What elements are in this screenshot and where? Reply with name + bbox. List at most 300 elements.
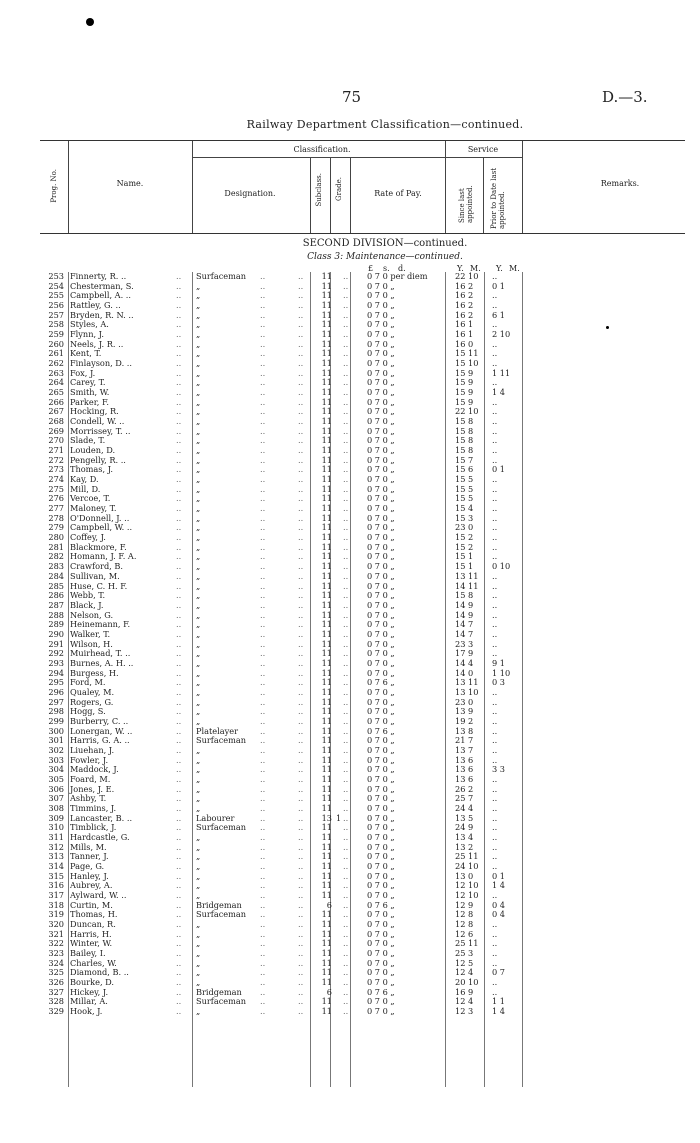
subclass: 11 — [321, 387, 332, 398]
leader-dots: .. — [343, 416, 349, 427]
service-prior: 0 1 — [492, 870, 506, 881]
section-title: SECOND DIVISION—continued. — [302, 238, 468, 249]
service-since-last: 14 9 — [455, 609, 474, 620]
leader-dots: .. — [298, 648, 304, 659]
rate-of-pay: 0 7 0 „ — [367, 329, 395, 340]
service-since-last: 21 7 — [455, 735, 474, 746]
service-since-last: 16 9 — [455, 986, 474, 997]
leader-dots: .. — [176, 425, 182, 436]
leader-dots: .. — [260, 416, 266, 427]
employee-name: Lancaster, B. .. — [70, 812, 133, 823]
leader-dots: .. — [260, 744, 266, 755]
service-since-last: 15 6 — [455, 464, 474, 475]
service-since-last: 13 6 — [455, 773, 474, 784]
leader-dots: .. — [298, 773, 304, 784]
prog-no: 317 — [48, 890, 64, 900]
unit-years: Y. — [457, 264, 464, 273]
service-since-last: 14 7 — [455, 619, 474, 630]
leader-dots: .. — [298, 561, 304, 572]
designation: „ — [196, 561, 201, 572]
employee-name: Chesterman, S. — [70, 280, 134, 291]
service-since-last: 23 0 — [455, 522, 474, 533]
employee-name: Lonergan, W. .. — [70, 725, 133, 736]
subclass: 11 — [321, 822, 332, 833]
leader-dots: .. — [298, 677, 304, 688]
leader-dots: .. — [176, 764, 182, 775]
unit-pounds: £ — [368, 264, 374, 273]
leader-dots: .. — [343, 996, 349, 1007]
leader-dots: .. — [343, 735, 349, 746]
prog-no: 261 — [48, 348, 64, 359]
prog-no: 316 — [48, 880, 64, 891]
service-since-last: 25 11 — [455, 938, 479, 949]
employee-name: Diamond, B. .. — [70, 967, 129, 978]
leader-dots: .. — [260, 860, 266, 871]
prog-no: 277 — [48, 503, 64, 514]
service-since-last: 13 6 — [455, 764, 474, 775]
prog-no: 263 — [48, 367, 64, 378]
leader-dots: .. — [176, 435, 182, 446]
service-prior: .. — [492, 773, 498, 784]
leader-dots: .. — [260, 619, 266, 630]
leader-dots: .. — [298, 348, 304, 359]
prog-no: 280 — [48, 532, 64, 543]
leader-dots: .. — [343, 570, 349, 581]
leader-dots: .. — [298, 880, 304, 891]
rate-of-pay: 0 7 0 „ — [367, 802, 395, 813]
employee-name: Finnerty, R. .. — [70, 271, 127, 281]
employee-name: Nelson, G. — [70, 609, 114, 620]
service-prior: 0 10 — [492, 561, 511, 572]
designation: Platelayer — [196, 725, 239, 736]
subclass: 11 — [321, 445, 332, 456]
employee-name: Hogg, S. — [70, 706, 106, 717]
rate-of-pay: 0 7 0 „ — [367, 967, 395, 978]
subclass: 11 — [321, 957, 332, 968]
leader-dots: .. — [343, 474, 349, 485]
leader-dots: .. — [343, 590, 349, 601]
leader-dots: .. — [298, 483, 304, 494]
leader-dots: .. — [176, 667, 182, 678]
leader-dots: .. — [298, 870, 304, 881]
leader-dots: .. — [260, 754, 266, 765]
leader-dots: .. — [343, 532, 349, 543]
leader-dots: .. — [176, 725, 182, 736]
rate-of-pay: 0 7 0 „ — [367, 619, 395, 630]
prog-no: 283 — [48, 561, 64, 572]
leader-dots: .. — [298, 445, 304, 456]
prog-no: 297 — [48, 696, 64, 707]
service-since-last: 13 11 — [455, 570, 479, 581]
service-since-last: 24 9 — [455, 822, 474, 833]
employee-name: Condell, W. .. — [70, 416, 125, 427]
leader-dots: .. — [298, 271, 304, 281]
rate-of-pay: 0 7 0 „ — [367, 948, 395, 959]
prog-no: 314 — [48, 860, 64, 871]
service-since-last: 23 0 — [455, 696, 474, 707]
rate-of-pay: 0 7 0 „ — [367, 580, 395, 591]
leader-dots: .. — [343, 841, 349, 852]
employee-name: Kent, T. — [70, 348, 102, 359]
service-prior: .. — [492, 425, 498, 436]
leader-dots: .. — [176, 744, 182, 755]
service-prior: .. — [492, 300, 498, 311]
leader-dots: .. — [260, 271, 266, 281]
table-row — [0, 320, 700, 330]
service-since-last: 15 1 — [455, 551, 474, 562]
leader-dots: .. — [298, 338, 304, 349]
rate-of-pay: 0 7 0 „ — [367, 928, 395, 939]
service-since-last: 25 11 — [455, 851, 479, 862]
service-since-last: 15 1 — [455, 561, 474, 572]
service-prior: .. — [492, 793, 498, 804]
table-row — [0, 475, 700, 485]
prog-no: 327 — [48, 986, 64, 997]
service-since-last: 14 11 — [455, 580, 479, 591]
leader-dots: .. — [298, 406, 304, 417]
subclass: 11 — [321, 977, 332, 988]
subclass: 11 — [321, 290, 332, 301]
leader-dots: .. — [260, 831, 266, 842]
leader-dots: .. — [298, 822, 304, 833]
prog-no: 287 — [48, 599, 64, 610]
subclass: 11 — [321, 416, 332, 427]
designation: „ — [196, 387, 201, 398]
employee-name: Thomas, J. — [70, 464, 113, 475]
rate-of-pay: 0 7 0 „ — [367, 638, 395, 649]
subclass: 11 — [321, 793, 332, 804]
designation: „ — [196, 396, 201, 407]
leader-dots: .. — [260, 358, 266, 369]
service-since-last: 15 9 — [455, 387, 474, 398]
service-since-last: 12 10 — [455, 880, 479, 891]
leader-dots: .. — [298, 986, 304, 997]
leader-dots: .. — [298, 599, 304, 610]
designation: Surfaceman — [196, 271, 247, 281]
subclass: 11 — [321, 725, 332, 736]
leader-dots: .. — [298, 435, 304, 446]
table-row — [0, 465, 700, 475]
leader-dots: .. — [343, 657, 349, 668]
service-prior: .. — [492, 445, 498, 456]
subclass: 11 — [321, 425, 332, 436]
rate-of-pay: 0 7 0 „ — [367, 793, 395, 804]
rate-of-pay: 0 7 0 „ — [367, 938, 395, 949]
leader-dots: .. — [176, 300, 182, 311]
leader-dots: .. — [260, 841, 266, 852]
rate-of-pay: 0 7 0 „ — [367, 396, 395, 407]
subclass: 11 — [321, 773, 332, 784]
subclass: 11 — [321, 483, 332, 494]
subclass: 6 — [326, 986, 332, 997]
rate-of-pay: 0 7 0 „ — [367, 628, 395, 639]
leader-dots: .. — [260, 764, 266, 775]
leader-dots: .. — [298, 454, 304, 465]
employee-name: Qualey, M. — [70, 686, 115, 697]
rate-of-pay: 0 7 0 „ — [367, 425, 395, 436]
rate-of-pay: 0 7 0 „ — [367, 338, 395, 349]
leader-dots: .. — [260, 551, 266, 562]
rate-of-pay: 0 7 0 „ — [367, 309, 395, 320]
employee-name: Heinemann, F. — [70, 619, 131, 630]
leader-dots: .. — [176, 657, 182, 668]
leader-dots: .. — [260, 532, 266, 543]
prog-no: 271 — [48, 445, 64, 456]
subclass: 11 — [321, 948, 332, 959]
leader-dots: .. — [176, 290, 182, 301]
leader-dots: .. — [298, 957, 304, 968]
rate-of-pay: 0 7 0 „ — [367, 319, 395, 330]
rate-of-pay: 0 7 6 „ — [367, 899, 395, 910]
service-prior: 1 4 — [492, 387, 506, 398]
leader-dots: .. — [343, 396, 349, 407]
header-name: Name. — [116, 179, 144, 188]
prog-no: 298 — [48, 706, 64, 717]
subclass: 11 — [321, 319, 332, 330]
employee-name: Flynn, J. — [70, 329, 104, 340]
service-since-last: 15 8 — [455, 590, 474, 601]
leader-dots: .. — [343, 773, 349, 784]
employee-name: Hook, J. — [70, 1006, 103, 1017]
rate-of-pay: 0 7 0 „ — [367, 657, 395, 668]
leader-dots: .. — [298, 503, 304, 514]
employee-name: Foard, M. — [70, 773, 111, 784]
service-prior: .. — [492, 802, 498, 813]
service-since-last: 12 4 — [455, 996, 474, 1007]
leader-dots: .. — [298, 977, 304, 988]
designation: „ — [196, 880, 201, 891]
subclass: 11 — [321, 580, 332, 591]
rate-of-pay: 0 7 0 „ — [367, 599, 395, 610]
leader-dots: .. — [298, 696, 304, 707]
service-prior: .. — [492, 290, 498, 301]
leader-dots: .. — [260, 851, 266, 862]
leader-dots: .. — [176, 474, 182, 485]
leader-dots: .. — [260, 967, 266, 978]
leader-dots: .. — [343, 938, 349, 949]
leader-dots: .. — [260, 377, 266, 388]
header-remarks: Remarks. — [600, 179, 640, 188]
leader-dots: .. — [260, 338, 266, 349]
subclass: 11 — [321, 754, 332, 765]
rate-of-pay: 0 7 0 „ — [367, 880, 395, 891]
designation: „ — [196, 280, 201, 291]
rate-of-pay: 0 7 0 „ — [367, 696, 395, 707]
rate-of-pay: 0 7 0 „ — [367, 493, 395, 504]
leader-dots: .. — [343, 358, 349, 369]
rate-of-pay: 0 7 0 „ — [367, 522, 395, 533]
service-since-last: 19 2 — [455, 715, 474, 726]
service-since-last: 15 10 — [455, 358, 479, 369]
leader-dots: .. — [260, 928, 266, 939]
prog-no: 311 — [48, 831, 64, 842]
leader-dots: .. — [298, 667, 304, 678]
service-prior: .. — [492, 358, 498, 369]
leader-dots: .. — [260, 986, 266, 997]
employee-name: Hocking, R. — [70, 406, 119, 417]
leader-dots: .. — [176, 967, 182, 978]
employee-name: Burberry, C. .. — [70, 715, 129, 726]
subclass: 11 — [321, 851, 332, 862]
leader-dots: .. — [298, 464, 304, 475]
designation: „ — [196, 648, 201, 659]
rate-of-pay: 0 7 0 „ — [367, 764, 395, 775]
leader-dots: .. — [176, 802, 182, 813]
leader-dots: .. — [298, 754, 304, 765]
subclass: 11 — [321, 715, 332, 726]
service-prior: .. — [492, 725, 498, 736]
rate-of-pay: 0 7 0 „ — [367, 367, 395, 378]
leader-dots: .. — [260, 590, 266, 601]
designation: „ — [196, 425, 201, 436]
leader-dots: .. — [343, 300, 349, 311]
service-prior: .. — [492, 957, 498, 968]
leader-dots: .. — [260, 493, 266, 504]
subclass: 11 — [321, 377, 332, 388]
rate-of-pay: 0 7 0 „ — [367, 890, 395, 900]
leader-dots: .. — [260, 977, 266, 988]
leader-dots: .. — [343, 909, 349, 920]
leader-dots: .. — [298, 580, 304, 591]
prog-no: 329 — [48, 1006, 64, 1017]
subclass: 11 — [321, 358, 332, 369]
leader-dots: .. — [343, 696, 349, 707]
unit-pence: d. — [398, 264, 406, 273]
service-since-last: 13 6 — [455, 754, 474, 765]
employee-name: Finlayson, D. .. — [70, 358, 132, 369]
service-prior: .. — [492, 706, 498, 717]
designation: „ — [196, 977, 201, 988]
employee-name: Aubrey, A. — [70, 880, 113, 891]
subclass: 11 — [321, 599, 332, 610]
leader-dots: .. — [343, 348, 349, 359]
subclass: 11 — [321, 367, 332, 378]
prog-no: 281 — [48, 541, 64, 552]
leader-dots: .. — [343, 454, 349, 465]
service-prior: 2 10 — [492, 329, 511, 340]
leader-dots: .. — [343, 715, 349, 726]
employee-name: Blackmore, F. — [70, 541, 127, 552]
service-since-last: 15 9 — [455, 377, 474, 388]
designation: „ — [196, 493, 201, 504]
leader-dots: .. — [343, 706, 349, 717]
table-row — [0, 1007, 700, 1017]
leader-dots: .. — [176, 686, 182, 697]
leader-dots: .. — [343, 667, 349, 678]
prog-no: 312 — [48, 841, 64, 852]
rate-of-pay: 0 7 0 „ — [367, 532, 395, 543]
leader-dots: .. — [298, 812, 304, 823]
leader-dots: .. — [343, 599, 349, 610]
leader-dots: .. — [298, 541, 304, 552]
leader-dots: .. — [260, 783, 266, 794]
prog-no: 291 — [48, 638, 64, 649]
designation: „ — [196, 503, 201, 514]
prog-no: 290 — [48, 628, 64, 639]
leader-dots: .. — [176, 387, 182, 398]
leader-dots: .. — [298, 841, 304, 852]
leader-dots: .. — [260, 300, 266, 311]
leader-dots: .. — [260, 919, 266, 930]
designation: „ — [196, 416, 201, 427]
leader-dots: .. — [176, 648, 182, 659]
rate-of-pay: 0 7 0 „ — [367, 812, 395, 823]
ink-mark — [86, 18, 94, 26]
service-prior: 0 1 — [492, 280, 506, 291]
leader-dots: .. — [343, 483, 349, 494]
service-prior: .. — [492, 454, 498, 465]
table-row — [0, 591, 700, 601]
service-prior: 0 4 — [492, 909, 506, 920]
employee-name: Ford, M. — [70, 677, 106, 688]
service-prior: .. — [492, 580, 498, 591]
subclass: 11 — [321, 532, 332, 543]
rate-of-pay: 0 7 0 „ — [367, 715, 395, 726]
designation: „ — [196, 841, 201, 852]
leader-dots: .. — [260, 348, 266, 359]
leader-dots: .. — [298, 735, 304, 746]
rate-of-pay: 0 7 0 „ — [367, 783, 395, 794]
leader-dots: .. — [260, 870, 266, 881]
subclass: 11 — [321, 329, 332, 340]
leader-dots: .. — [298, 329, 304, 340]
service-prior: .. — [492, 503, 498, 514]
leader-dots: .. — [260, 899, 266, 910]
employee-name: Tanner, J. — [70, 851, 109, 862]
leader-dots: .. — [343, 580, 349, 591]
leader-dots: .. — [260, 715, 266, 726]
leader-dots: .. — [343, 329, 349, 340]
service-prior: .. — [492, 522, 498, 533]
leader-dots: .. — [176, 338, 182, 349]
prog-no: 257 — [48, 309, 64, 320]
prog-no: 265 — [48, 387, 64, 398]
rate-of-pay: 0 7 0 „ — [367, 570, 395, 581]
subclass: 11 — [321, 890, 332, 900]
prog-no: 278 — [48, 512, 64, 523]
leader-dots: .. — [298, 831, 304, 842]
leader-dots: .. — [260, 435, 266, 446]
service-prior: .. — [492, 532, 498, 543]
rate-of-pay: 0 7 0 „ — [367, 977, 395, 988]
employee-name: Bailey, I. — [70, 948, 106, 959]
subclass: 11 — [321, 764, 332, 775]
rate-of-pay: 0 7 0 „ — [367, 735, 395, 746]
service-since-last: 15 7 — [455, 454, 474, 465]
employee-name: Styles, A. — [70, 319, 109, 330]
leader-dots: .. — [298, 938, 304, 949]
service-prior: .. — [492, 338, 498, 349]
designation: „ — [196, 802, 201, 813]
leader-dots: .. — [298, 686, 304, 697]
prog-no: 274 — [48, 474, 64, 485]
prog-no: 260 — [48, 338, 64, 349]
leader-dots: .. — [343, 561, 349, 572]
service-prior: 0 1 — [492, 464, 506, 475]
leader-dots: .. — [343, 851, 349, 862]
table-header — [40, 140, 685, 234]
prog-no: 324 — [48, 957, 64, 968]
prog-no: 328 — [48, 996, 64, 1007]
prog-no: 319 — [48, 909, 64, 920]
service-since-last: 15 4 — [455, 503, 474, 514]
employee-name: Ashby, T. — [70, 793, 107, 804]
employee-name: Black, J. — [70, 599, 104, 610]
service-since-last: 12 5 — [455, 957, 474, 968]
employee-name: Maloney, T. — [70, 503, 117, 514]
prog-no: 289 — [48, 619, 64, 630]
service-since-last: 15 5 — [455, 474, 474, 485]
